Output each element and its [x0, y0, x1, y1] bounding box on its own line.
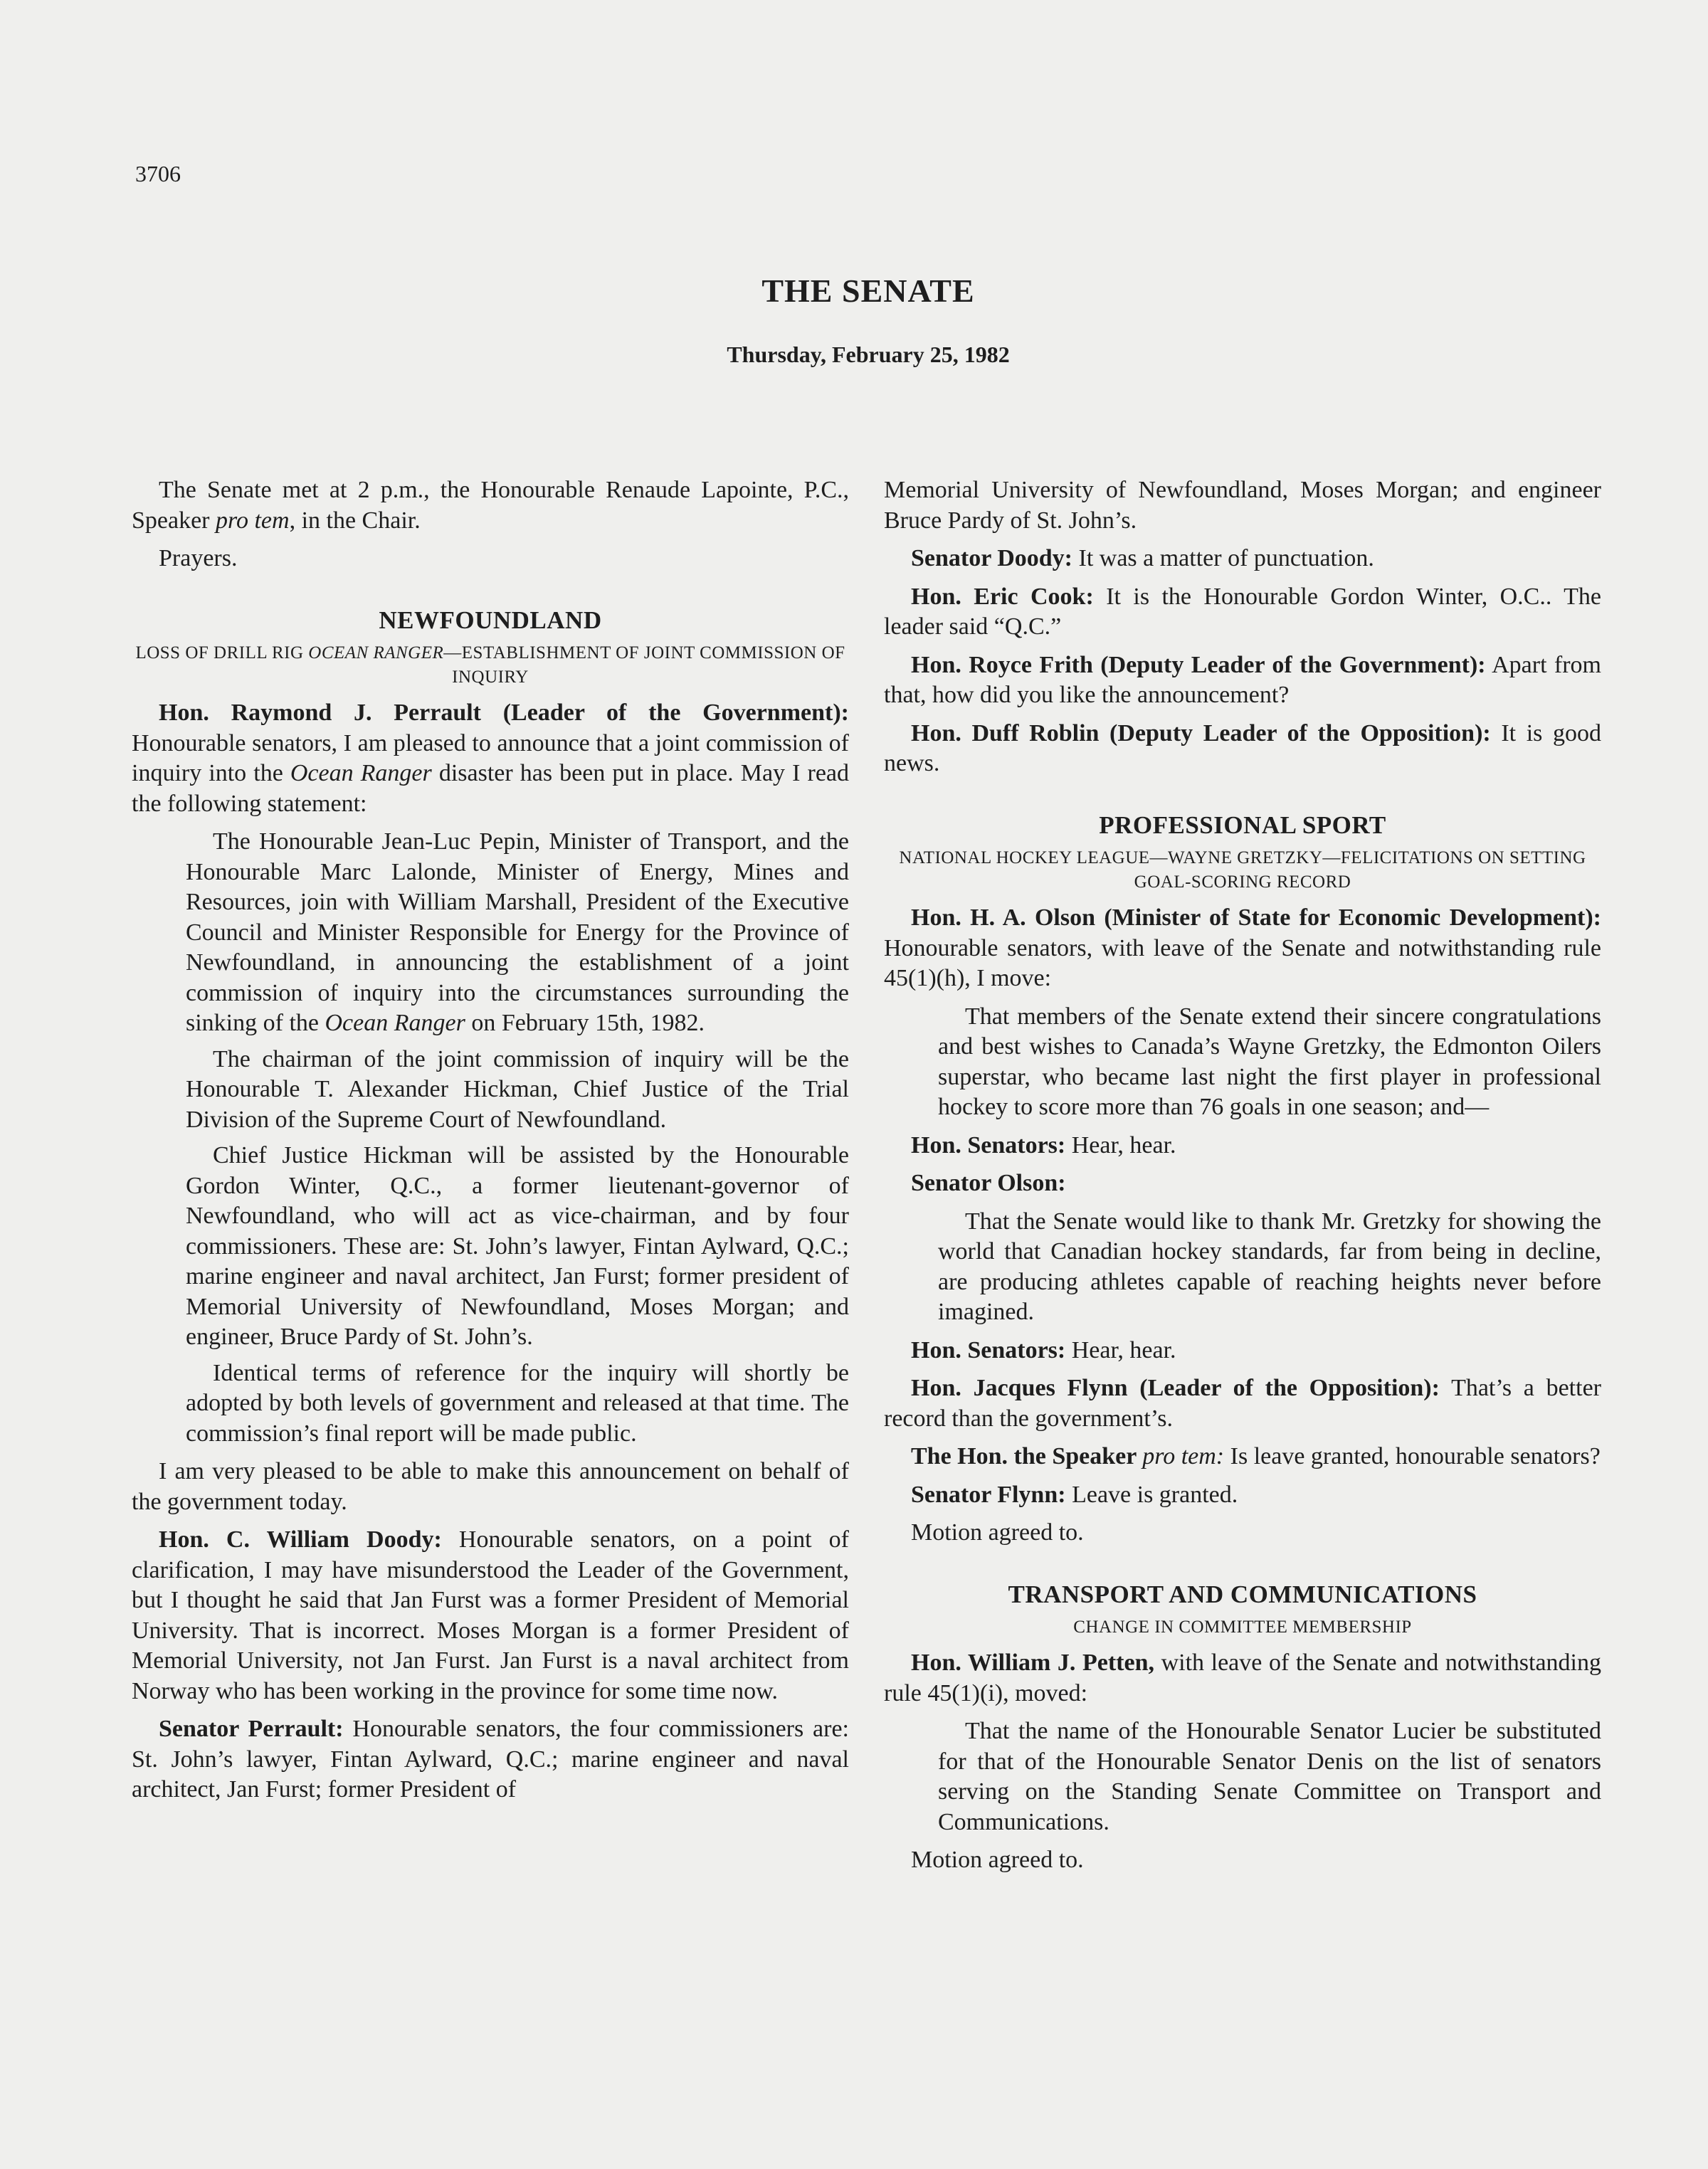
speaker-name: Senator Flynn:: [911, 1481, 1066, 1508]
speaker-name: Hon. Duff Roblin (Deputy Leader of the Opposition):: [911, 719, 1491, 746]
left-column: [132, 475, 849, 1813]
motion-text: That members of the Senate extend their sincere congratulations and best wishes to Canada’s Wayne Gretzky, the Edmonton Oilers superstar, who became last night the first player in professional hockey to score more than 76 goals in one season; and—: [938, 1003, 1601, 1120]
speaker-name: Hon. Royce Frith (Deputy Leader of the Government):: [911, 651, 1486, 678]
quote-paragraph: The Honourable Jean-Luc Pepin, Minister of Transport, and the Honourable Marc Lalonde, Minister of Energy, Mines and Resources, join with William Marshall, President of the Executive Council and Minister Responsible for Energy for the Province of Newfoundland, in announcing the establishment of a joint commission of inquiry into the circumstances surrounding the sinking of the Ocean Ranger on February 15th, 1982.: [186, 828, 849, 1036]
sitting-date: Thursday, February 25, 1982: [727, 342, 1010, 367]
speaker-name: Senator Perrault:: [159, 1716, 344, 1742]
doody-statement: Hon. C. William Doody: Honourable senators, on a point of clarification, I may have misunderstood the Leader of the Government, but I thought he said that Jan Furst was a former President of Memorial University. That is incorrect. Moses Morgan is a former President of Memorial University, not Jan Furst. Jan Furst is a naval architect from Norway who has been working in the province for some time now.: [132, 1526, 849, 1704]
doody-reply: Senator Doody: It was a matter of punctuation.: [911, 545, 1374, 571]
section-heading-professional-sport: PROFESSIONAL SPORT: [1099, 811, 1386, 839]
speaker-name: Senator Doody:: [911, 545, 1072, 571]
speaker-name: Hon. Senators:: [911, 1131, 1066, 1159]
perrault-statement: Hon. Raymond J. Perrault (Leader of the Government): Honourable senators, I am pleased to announce that a joint commission of inquiry into the Ocean Ranger disaster has been put in place. May I read the following statement:: [132, 700, 850, 817]
section-heading-newfoundland: NEWFOUNDLAND: [379, 606, 602, 634]
speaker-name: Hon. Raymond J. Perrault (Leader of the Government):: [159, 700, 849, 726]
speaker-name: Hon. Jacques Flynn (Leader of the Opposition):: [911, 1375, 1440, 1401]
frith-statement: Hon. Royce Frith (Deputy Leader of the Government): Apart from that, how did you like the announcement?: [884, 651, 1601, 708]
hear-hear: Hon. Senators: Hear, hear.: [911, 1336, 1176, 1363]
roblin-statement: Hon. Duff Roblin (Deputy Leader of the Opposition): It is good news.: [884, 719, 1601, 776]
motion-text: That the Senate would like to thank Mr. Gretzky for showing the world that Canadian hockey standards, far from being in decline, are producing athletes capable of reaching heights never before imagined.: [938, 1208, 1601, 1325]
subheading-committee: CHANGE IN COMMITTEE MEMBERSHIP: [1073, 1617, 1412, 1637]
prayers: Prayers.: [159, 545, 238, 571]
quote-paragraph: Chief Justice Hickman will be assisted by the Honourable Gordon Winter, Q.C., a former lieutenant-governor of Newfoundland, who will act as vice-chairman, and by four commissioners. These are: St. John’s lawyer, Fintan Aylward, Q.C.; marine engineer and naval architect, Jan Furst; former president of Memorial University of Newfoundland, Moses Morgan; and engineer, Bruce Pardy of St. John’s.: [186, 1142, 849, 1350]
motion-agreed: Motion agreed to.: [911, 1847, 1084, 1873]
olson-continued: [884, 1168, 1601, 1199]
speaker-name: The Hon. the Speaker: [911, 1443, 1143, 1469]
subheading-ocean-ranger: LOSS OF DRILL RIG OCEAN RANGER—ESTABLISHMENT OF JOINT COMMISSION OF INQUIRY: [135, 643, 845, 687]
page-number: 3706: [135, 161, 181, 186]
flynn-reply: Senator Flynn: Leave is granted.: [911, 1481, 1238, 1508]
subheading-gretzky: NATIONAL HOCKEY LEAGUE—WAYNE GRETZKY—FELICITATIONS ON SETTING GOAL-SCORING RECORD: [899, 848, 1586, 892]
petten-statement: Hon. William J. Petten, with leave of the Senate and notwithstanding rule 45(1)(i), moved:: [884, 1650, 1601, 1706]
speaker-name: Hon. Senators:: [911, 1336, 1066, 1363]
quoted-statement: [132, 827, 849, 1449]
flynn-statement: Hon. Jacques Flynn (Leader of the Opposition): That’s a better record than the government’s.: [884, 1375, 1601, 1432]
right-column: [884, 475, 1601, 1884]
speaker-name: Hon. H. A. Olson (Minister of State for Economic Development):: [911, 904, 1601, 931]
speaker-name: Hon. Eric Cook:: [911, 583, 1094, 610]
section-heading-transport: TRANSPORT AND COMMUNICATIONS: [1008, 1580, 1477, 1608]
continued-paragraph: Memorial University of Newfoundland, Moses Morgan; and engineer Bruce Pardy of St. John’s.: [884, 477, 1601, 534]
speaker-question: The Hon. the Speaker pro tem: Is leave granted, honourable senators?: [911, 1443, 1601, 1469]
perrault-reply: Senator Perrault: Honourable senators, the four commissioners are: St. John’s lawyer, Fintan Aylward, Q.C.; marine engineer and naval architect, Jan Furst; former President of: [132, 1716, 849, 1803]
page-title: THE SENATE: [761, 273, 975, 309]
quote-paragraph: The chairman of the joint commission of inquiry will be the Honourable T. Alexander Hickman, Chief Justice of the Trial Division of the Supreme Court of Newfoundland.: [186, 1045, 849, 1133]
cook-statement: Hon. Eric Cook: It is the Honourable Gordon Winter, O.C.. The leader said “Q.C.”: [884, 583, 1601, 640]
motion-text: That the name of the Honourable Senator Lucier be substituted for that of the Honourable Senator Denis on the list of senators serving on the Standing Senate Committee on Transport and Communications.: [938, 1718, 1601, 1835]
olson-statement: Hon. H. A. Olson (Minister of State for Economic Development): Honourable senators, with leave of the Senate and notwithstanding rule 45(1)(h), I move:: [884, 904, 1601, 991]
speaker-name: Hon. William J. Petten,: [911, 1650, 1155, 1676]
hear-hear: Hon. Senators: Hear, hear.: [911, 1131, 1176, 1159]
speaker-name: Senator Olson:: [911, 1170, 1066, 1196]
paragraph: I am very pleased to be able to make this announcement on behalf of the government today.: [132, 1458, 849, 1515]
motion-agreed: Motion agreed to.: [911, 1519, 1084, 1546]
opening-paragraph: The Senate met at 2 p.m., the Honourable Renaude Lapointe, P.C., Speaker pro tem, in the Chair.: [132, 477, 849, 534]
speaker-name: Hon. C. William Doody:: [159, 1526, 442, 1553]
quote-paragraph: Identical terms of reference for the inquiry will shortly be adopted by both levels of government and released at that time. The commission’s final report will be made public.: [186, 1359, 849, 1447]
